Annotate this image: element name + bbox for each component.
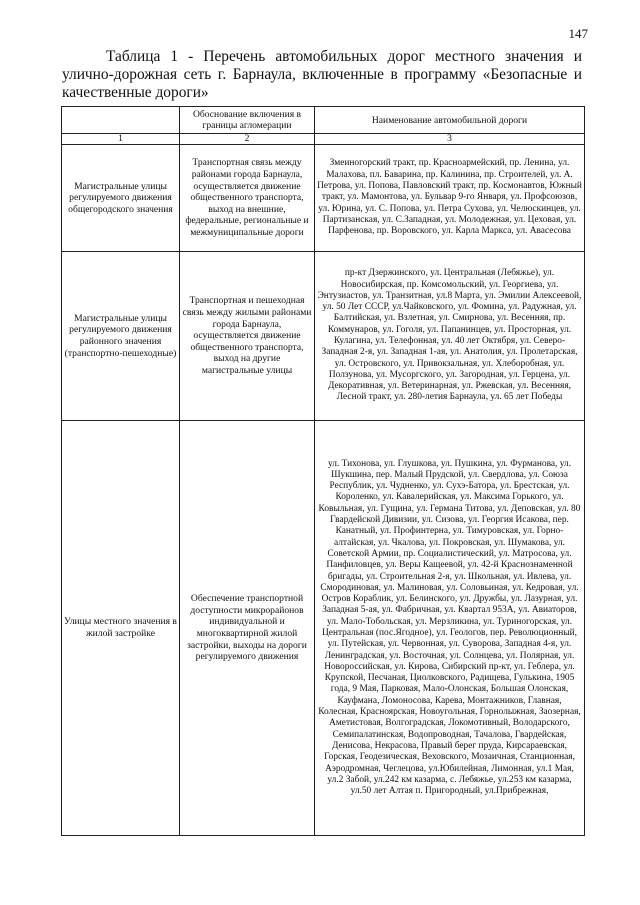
header-basis: Обоснование включения в границы агломерации	[180, 107, 315, 134]
column-number-3: 3	[315, 134, 585, 145]
roads-table	[61, 106, 585, 836]
page-number: 147	[568, 26, 588, 41]
column-number-2: 2	[180, 134, 315, 145]
table-row	[62, 421, 585, 836]
table-title: Таблица 1 - Перечень автомобильных дорог местного значения и улично-дорожная сеть г. Барнаула, включенные в программу «Безопасные и качественные дороги»	[62, 48, 582, 101]
table-number-row	[62, 134, 585, 145]
header-category	[62, 107, 180, 134]
row-roads: Змеиногорский тракт, пр. Красноармейский, пр. Ленина, ул. Малахова, пл. Баварина, пр. Калинина, пр. Строителей, ул. А. Петрова, ул. Попова, Павловский тракт, пр. Космонавтов, Южный тракт, ул. Мамонтова, ул. Бульвар 9-го Января, ул. Профсоюзов, ул. Юрина, ул. С. Попова, ул. Петра Сухова, ул. Челюскинцев, ул. Партизанская, ул. С.Западная, ул. Молодежная, ул. Цеховая, ул. Парфенова, пр. Воровского, ул. Карла Маркса, ул. Авасесова	[315, 145, 585, 252]
table-row	[62, 252, 585, 421]
table-header-row	[62, 107, 585, 134]
row-basis: Транспортная и пешеходная связь между жилыми районами города Барнаула, осуществляется движение общественного транспорта, выход на другие магистральные улицы	[180, 252, 315, 421]
row-basis: Обеспечение транспортной доступности микрорайонов индивидуальной и многоквартирной жилой застройки, выходы на дороги регулируемого движения	[180, 421, 315, 836]
row-roads: ул. Тихонова, ул. Глушкова, ул. Пушкина, ул. Фурманова, ул. Шукшина, пер. Малый Прудской, ул. Свердлова, ул. Союза Республик, ул. Чудненко, ул. Сухэ-Батора, ул. Брестская, ул. Короленко, ул. Кавалерийская, ул. Максима Горького, ул. Ковыльная, ул. Гущина, ул. Германа Титова, ул. Деповская, ул. 80 Гвардейской Дивизии, ул. Сизова, ул. Георгия Исакова, пер. Канатный, ул. Профинтерна, ул. Тимуровская, ул. Горно-алтайская, ул. Чкалова, ул. Покровская, ул. Шумакова, ул. Советской Армии, пр. Социалистический, ул. Матросова, ул. Панфиловцев, ул. Веры Кащеевой, ул. 42-й Краснознаменной бригады, ул. Строительная 2-я, ул. Школьная, ул. Ивлева, ул. Смородиновая, ул. Малиновая, ул. Соловьиная, ул. Кедровая, ул. Остров Кораблик, ул. Белинского, ул. Дружбы, ул. Лазурная, ул. Западная 5-ая, ул. Фабричная, ул. Квартал 953А, ул. Авиаторов, ул. Мало-Тобольская, ул. Мерзликина, ул. Туриногорская, ул. Центральная (пос.Ягодное), ул. Геологов, пер. Революционный, ул. Путейская, ул. Червонная, ул. Суворова, Западная 4-я, ул. Ленинградская, ул. Восточная, ул. Солнцева, ул. Полярная, ул. Новороссийская, ул. Кирова, Сибирский пр-кт, ул. Геблера, ул. Крупской, Песчаная, Циолковского, Радищева, Гулькина, 1905 года, 9 Мая, Парковая, Мало-Олонская, Большая Олонская, Кауфмана, Ломоносова, Карева, Монтажников, Главная, Колесная, Красноярская, Новоугольная, Горнолыжная, Заозерная, Аметистовая, Волгоградская, Локомотивный, Володарского, Семипалатинская, Водопроводная, Тачалова, Гвардейская, Денисова, Некрасова, Правый берег пруда, Кирсараевская, Горская, Геодезическая, Веховского, Мозаичная, Станционная, Аэродромная, Чеглецова, ул.Юбилейная, Лимонная, ул.1 Мая, ул.2 Забой, ул.242 км казарма, с. Лебяжье, ул.253 км казарма, ул.50 лет Алтая п. Пригородный, ул.Прибрежная,	[315, 421, 585, 836]
column-number-1: 1	[62, 134, 180, 145]
row-category: Улицы местного значения в жилой застройке	[62, 421, 180, 836]
row-category: Магистральные улицы регулируемого движения районного значения (транспортно-пешеходные)	[62, 252, 180, 421]
row-basis: Транспортная связь между районами города Барнаула, осуществляется движение общественного транспорта, выход на внешние, федеральные, региональные и межмуниципальные дороги	[180, 145, 315, 252]
table-row	[62, 145, 585, 252]
row-roads: пр-кт Дзержинского, ул. Центральная (Лебяжье), ул. Новосибирская, пр. Комсомольский, ул. Георгиева, ул. Энтузиастов, ул. Транзитная, ул.8 Марта, ул. Эмилии Алексеевой, ул. 50 Лет СССР, ул.Чайковского, ул. Фомина, ул. Радужная, ул. Балтийская, ул. Взлетная, ул. Смирнова, ул. Весенняя, пр. Коммунаров, ул. Гоголя, ул. Папанинцев, ул. Просторная, ул. Кулагина, ул. Телефонная, ул. 40 лет Октября, ул. Северо-Западная 2-я, ул. Западная 1-ая, ул. Анатолия, ул. Пролетарская, ул. Островского, ул. Привокзальная, ул. Хлеборобная, ул. Ползунова, ул. Мусоргского, ул. Загородная, ул. Герцена, ул. Декоративная, ул. Ветеринарная, ул. Ржевская, ул. Весенняя, Лесной тракт, ул. 280-летия Барнаула, ул. 65 лет Победы	[315, 252, 585, 421]
header-road-name: Наименование автомобильной дороги	[315, 107, 585, 134]
row-category: Магистральные улицы регулируемого движения общегородского значения	[62, 145, 180, 252]
